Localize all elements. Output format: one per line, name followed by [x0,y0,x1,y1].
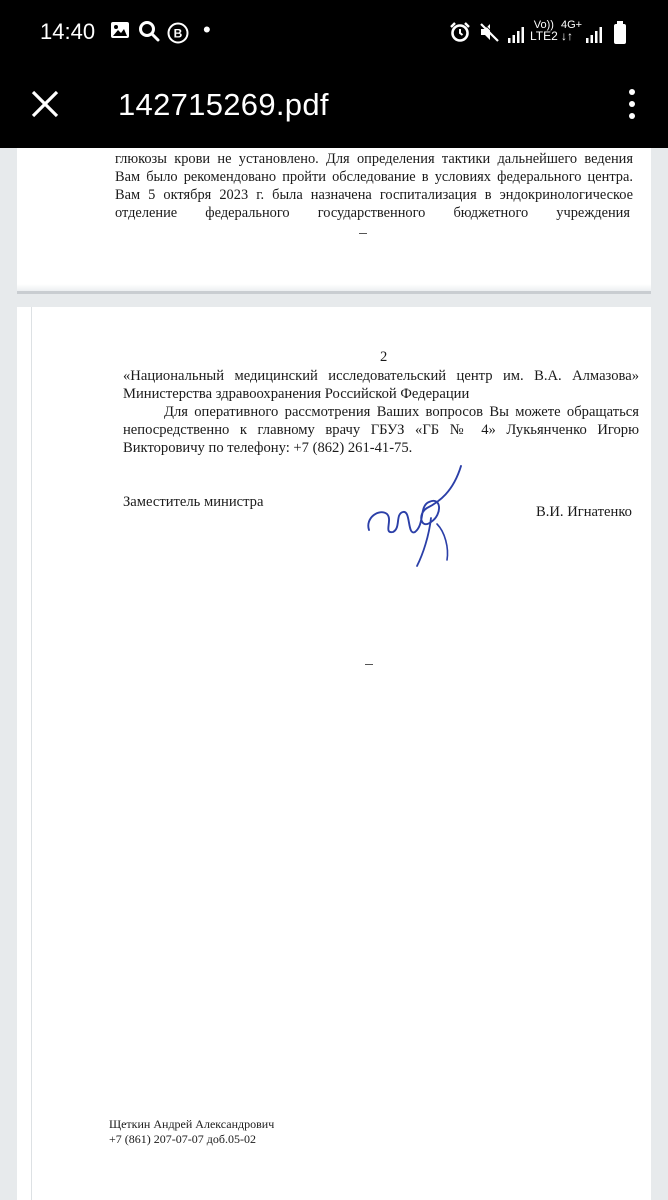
top-bar [0,0,668,148]
page1-line-4: отделение федерального государственного бюджетного учреждения [115,205,630,221]
gallery-icon [110,20,130,45]
executor-phone: +7 (861) 207-07-07 доб.05-02 [109,1132,256,1146]
b-circle-icon [167,22,189,49]
mute-icon [478,21,500,48]
more-vert-icon [620,86,644,122]
page-dash [359,233,367,234]
more-options-button[interactable] [620,86,644,127]
page1-line-2: Вам было рекомендовано пройти обследование в условиях федерального центра. [115,169,633,185]
page-number: 2 [380,349,388,365]
data-arrows-icon: ↓↑ [561,29,573,43]
page-left-margin-line [31,307,32,1200]
signatory-name: В.И. Игнатенко [536,504,632,520]
paragraph2-line-2: непосредственно к главному врачу ГБУЗ «ГБ № 4» Лукьянченко Игорю [123,422,639,438]
status-time: 14:40 [40,19,96,44]
page-edge [17,284,651,291]
volte-indicator [530,20,558,42]
paragraph2-line-1: Для оперативного рассмотрения Ваших вопросов Вы можете обращаться [164,404,639,420]
lte2-label: LTE2 [530,29,558,43]
page1-line-1: глюкозы крови не установлено. Для определения тактики дальнейшего ведения [115,151,633,167]
4g-label: 4G+ [561,19,583,31]
pdf-page-2[interactable] [17,307,651,1200]
signal-icon-2 [585,27,603,48]
status-bar [0,0,668,64]
search-icon [138,20,160,47]
close-button[interactable] [29,88,61,125]
volte-label: Vo)) [533,19,554,31]
page-dash [365,664,373,665]
document-title: 142715269.pdf [118,87,329,122]
page1-line-3: Вам 5 октября 2023 г. была назначена госпитализация в эндокринологическое [115,187,633,203]
alarm-icon [449,21,471,48]
signal-icon-1 [507,27,525,48]
paragraph1-line-2: Министерства здравоохранения Российской Федерации [123,386,470,402]
paragraph2-line-3: Викторовичу по телефону: +7 (862) 261-41-75. [123,440,413,456]
paragraph1-line-1: «Национальный медицинский исследовательский центр им. В.А. Алмазова» [123,368,639,384]
app-bar [0,64,668,148]
pdf-page-1[interactable] [17,148,651,294]
svg-text:B: B [173,26,183,41]
battery-icon [613,21,627,50]
handwritten-signature [357,462,477,570]
signatory-title: Заместитель министра [123,494,264,510]
4g-indicator [561,20,582,42]
close-icon [29,88,61,120]
executor-name: Щеткин Андрей Александрович [109,1117,275,1131]
notification-dot: • [203,17,211,42]
